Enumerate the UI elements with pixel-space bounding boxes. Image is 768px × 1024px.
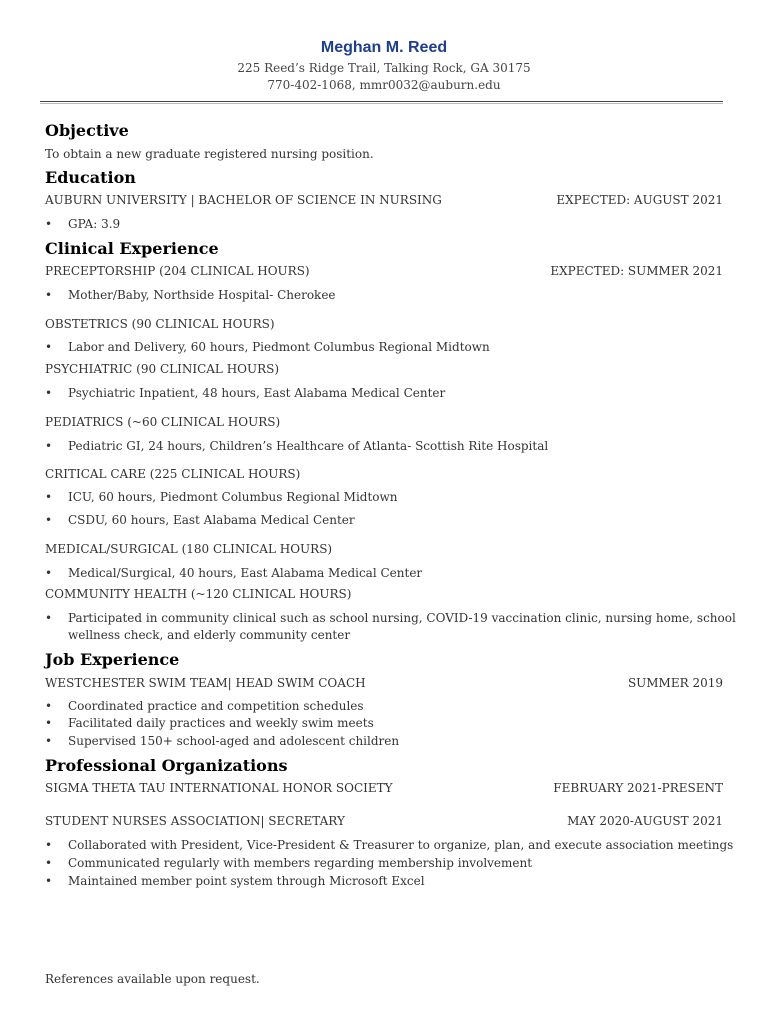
clinical-title: OBSTETRICS (90 CLINICAL HOURS) — [45, 317, 275, 331]
list-item: • Coordinated practice and competition schedules — [45, 699, 364, 713]
objective-heading: Objective — [45, 121, 129, 140]
address: 225 Reed’s Ridge Trail, Talking Rock, GA 30175 — [237, 61, 531, 75]
resume-name: Meghan M. Reed — [320, 39, 448, 56]
list-item: • Mother/Baby, Northside Hospital- Cherokee — [45, 288, 336, 302]
list-item: • Maintained member point system through Microsoft Excel — [45, 874, 425, 888]
list-item: • Collaborated with President, Vice-President & Treasurer to organize, plan, and execute association meetings — [45, 838, 734, 852]
clinical-title: PSYCHIATRIC (90 CLINICAL HOURS) — [45, 362, 280, 376]
references-note: References available upon request. — [45, 972, 260, 986]
job-heading: Job Experience — [45, 650, 180, 669]
list-item: • Labor and Delivery, 60 hours, Piedmont Columbus Regional Midtown — [45, 340, 490, 354]
header-divider-thin — [40, 103, 723, 104]
clinical-title: COMMUNITY HEALTH (~120 CLINICAL HOURS) — [45, 587, 352, 601]
objective-text: To obtain a new graduate registered nursing position. — [45, 147, 374, 161]
header-divider — [40, 101, 723, 102]
list-item: • Participated in community clinical such as school nursing, COVID-19 vaccination clinic, nursing home, school — [45, 611, 736, 625]
list-item: • Supervised 150+ school-aged and adolescent children — [45, 734, 400, 748]
list-item: • CSDU, 60 hours, East Alabama Medical Center — [45, 513, 355, 527]
clinical-title: CRITICAL CARE (225 CLINICAL HOURS) — [45, 467, 301, 481]
clinical-title: PRECEPTORSHIP (204 CLINICAL HOURS) — [45, 264, 310, 278]
list-item: • Communicated regularly with members regarding membership involvement — [45, 856, 533, 870]
clinical-title: MEDICAL/SURGICAL (180 CLINICAL HOURS) — [45, 542, 333, 556]
list-item: • Medical/Surgical, 40 hours, East Alabama Medical Center — [45, 566, 423, 580]
clinical-date: EXPECTED: SUMMER 2021 — [550, 264, 723, 278]
list-item: • Psychiatric Inpatient, 48 hours, East Alabama Medical Center — [45, 386, 446, 400]
education-heading: Education — [45, 168, 136, 187]
orgs-heading: Professional Organizations — [45, 756, 288, 775]
org-date: MAY 2020-AUGUST 2021 — [567, 814, 723, 828]
contact-info: 770-402-1068, mmr0032@auburn.edu — [267, 78, 501, 92]
education-date: EXPECTED: AUGUST 2021 — [556, 193, 723, 207]
clinical-title: PEDIATRICS (~60 CLINICAL HOURS) — [45, 415, 281, 429]
job-date: SUMMER 2019 — [627, 676, 723, 690]
list-item: • GPA: 3.9 — [45, 217, 121, 231]
org-date: FEBRUARY 2021-PRESENT — [553, 781, 723, 795]
clinical-heading: Clinical Experience — [45, 239, 219, 258]
list-item-continuation: wellness check, and elderly community center — [68, 628, 351, 642]
list-item: • ICU, 60 hours, Piedmont Columbus Regional Midtown — [45, 490, 398, 504]
list-item: • Facilitated daily practices and weekly swim meets — [45, 716, 374, 730]
org-title: STUDENT NURSES ASSOCIATION| SECRETARY — [45, 814, 345, 828]
org-title: SIGMA THETA TAU INTERNATIONAL HONOR SOCIETY — [45, 781, 393, 795]
education-school: AUBURN UNIVERSITY | BACHELOR OF SCIENCE IN NURSING — [45, 193, 442, 207]
list-item: • Pediatric GI, 24 hours, Children’s Healthcare of Atlanta- Scottish Rite Hospital — [45, 439, 549, 453]
job-title: WESTCHESTER SWIM TEAM| HEAD SWIM COACH — [45, 676, 366, 690]
